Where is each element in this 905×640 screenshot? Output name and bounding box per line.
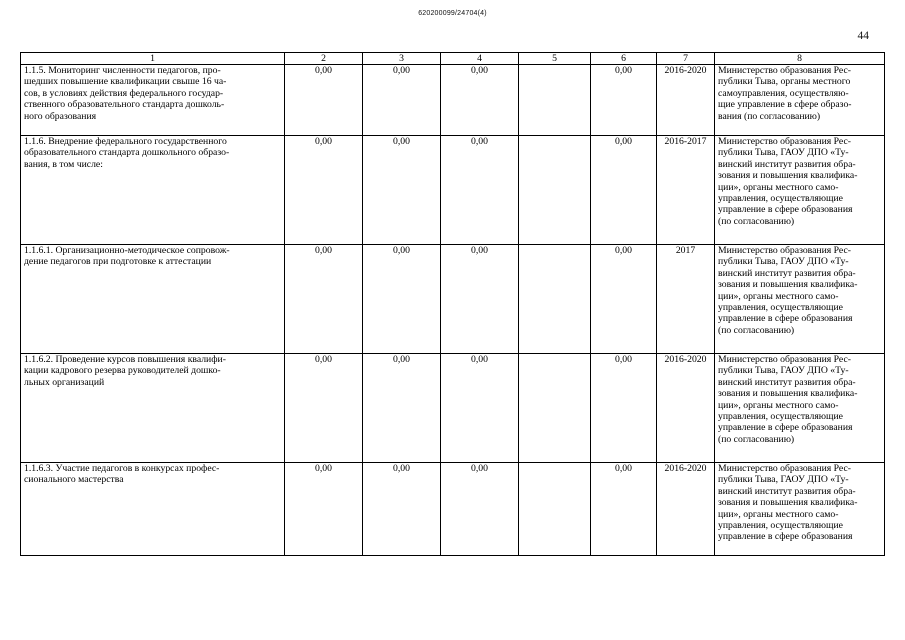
activity-name-cell — [21, 354, 285, 463]
funding-cell: 0,00 — [363, 136, 441, 245]
executor-text: Министерство образования Рес- публики Тыва, органы местного самоуправления, осуществляю- щие управление в сфере образо- вания (по согласованию) — [718, 65, 852, 122]
period-cell: 2016-2020 — [657, 354, 715, 463]
executor-cell — [715, 245, 885, 354]
table-row — [21, 463, 885, 556]
page-number: 44 — [857, 30, 869, 42]
funding-cell — [519, 136, 591, 245]
funding-cell: 0,00 — [441, 245, 519, 354]
activity-name: 1.1.6.3. Участие педагогов в конкурсах профес- сионального мастерства — [24, 463, 220, 486]
column-header: 4 — [441, 53, 519, 65]
executor-text: Министерство образования Рес- публики Тыва, ГАОУ ДПО «Ту- винский институт развития обра- зования и повышения квалифика- ции», органы местного само- управления, осуществляющие управление в сфере образования (по согласованию) — [718, 354, 858, 445]
funding-cell: 0,00 — [441, 354, 519, 463]
funding-cell: 0,00 — [441, 136, 519, 245]
activity-name-cell — [21, 463, 285, 556]
activity-name: 1.1.6.2. Проведение курсов повышения квалифи- кации кадрового резерва руководителей дошко- льных организаций — [24, 354, 226, 388]
activity-name: 1.1.5. Мониторинг численности педагогов, про- шедших повышение квалификации свыше 16 ча- сов, в условиях действия федерального государ- ственного образовательного стандарта дошколь- ного образования — [24, 65, 227, 122]
funding-cell: 0,00 — [363, 245, 441, 354]
activity-name-cell — [21, 245, 285, 354]
funding-cell: 0,00 — [363, 463, 441, 556]
funding-cell: 0,00 — [441, 463, 519, 556]
column-header: 1 — [21, 53, 285, 65]
table-row — [21, 136, 885, 245]
funding-cell: 0,00 — [591, 354, 657, 463]
period-cell: 2016-2020 — [657, 463, 715, 556]
executor-text: Министерство образования Рес- публики Тыва, ГАОУ ДПО «Ту- винский институт развития обра- зования и повышения квалифика- ции», органы местного само- управления, осуществляющие управление в сфере образования — [718, 463, 858, 543]
column-header: 5 — [519, 53, 591, 65]
column-header: 2 — [285, 53, 363, 65]
column-number-row — [21, 53, 885, 65]
funding-cell: 0,00 — [285, 136, 363, 245]
column-header: 3 — [363, 53, 441, 65]
funding-cell: 0,00 — [591, 136, 657, 245]
funding-cell: 0,00 — [285, 463, 363, 556]
executor-cell — [715, 136, 885, 245]
funding-cell — [519, 354, 591, 463]
activity-name: 1.1.6.1. Организационно-методическое сопровож- дение педагогов при подготовке к аттестации — [24, 245, 230, 268]
column-header: 6 — [591, 53, 657, 65]
column-header: 8 — [715, 53, 885, 65]
column-header: 7 — [657, 53, 715, 65]
period-cell: 2016-2020 — [657, 65, 715, 136]
executor-text: Министерство образования Рес- публики Тыва, ГАОУ ДПО «Ту- винский институт развития обра- зования и повышения квалифика- ции», органы местного само- управления, осуществляющие управление в сфере образования (по согласованию) — [718, 245, 858, 336]
period-cell: 2016-2017 — [657, 136, 715, 245]
table-row — [21, 65, 885, 136]
executor-text: Министерство образования Рес- публики Тыва, ГАОУ ДПО «Ту- винский институт развития обра- зования и повышения квалифика- ции», органы местного само- управления, осуществляющие управление в сфере образования (по согласованию) — [718, 136, 858, 227]
funding-cell: 0,00 — [591, 245, 657, 354]
table-row — [21, 245, 885, 354]
activity-name: 1.1.6. Внедрение федерального государственного образовательного стандарта дошкольного образо- вания, в том числе: — [24, 136, 230, 170]
program-table — [20, 52, 885, 556]
activity-name-cell — [21, 65, 285, 136]
executor-cell — [715, 65, 885, 136]
table-row — [21, 354, 885, 463]
document-code: 620200099/24704(4) — [418, 10, 487, 17]
funding-cell: 0,00 — [363, 65, 441, 136]
funding-cell: 0,00 — [285, 245, 363, 354]
activity-name-cell — [21, 136, 285, 245]
funding-cell — [519, 463, 591, 556]
funding-cell: 0,00 — [591, 463, 657, 556]
funding-cell: 0,00 — [591, 65, 657, 136]
funding-cell — [519, 245, 591, 354]
period-cell: 2017 — [657, 245, 715, 354]
funding-cell: 0,00 — [285, 354, 363, 463]
funding-cell: 0,00 — [363, 354, 441, 463]
funding-cell: 0,00 — [285, 65, 363, 136]
funding-cell — [519, 65, 591, 136]
executor-cell — [715, 463, 885, 556]
executor-cell — [715, 354, 885, 463]
funding-cell: 0,00 — [441, 65, 519, 136]
